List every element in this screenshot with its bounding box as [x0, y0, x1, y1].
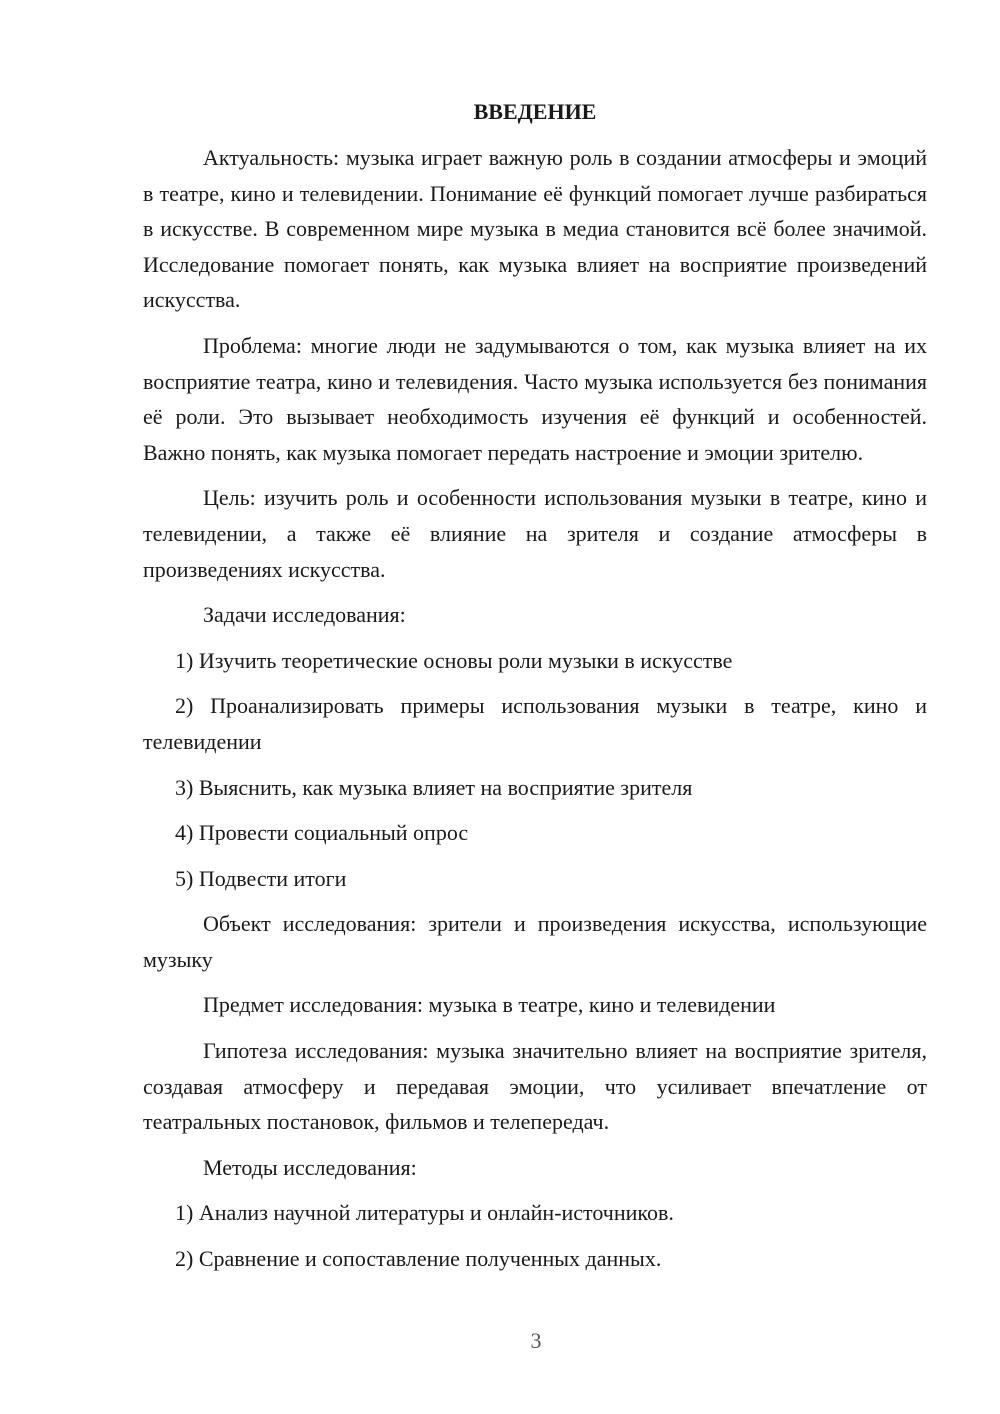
method-item: 1) Анализ научной литературы и онлайн-источников.: [175, 1200, 674, 1226]
document-page: [143, 94, 927, 1287]
task-item: 2) Проанализировать примеры использования музыки в театре, кино и телевидении: [143, 693, 927, 754]
task-item: 1) Изучить теоретические основы роли музыки в искусстве: [175, 647, 733, 673]
task-item: 5) Подвести итоги: [175, 865, 347, 891]
problem-paragraph: Проблема: многие люди не задумываются о том, как музыка влияет на их восприятие театра, кино и телевидения. Часто музыка используется без понимания её роли. Это вызывает необходимость изучения её функций и особенностей. Важно понять, как музыка помогает передать настроение и эмоции зрителю.: [143, 332, 927, 465]
methods-heading: Методы исследования:: [203, 1154, 417, 1180]
method-item: 2) Сравнение и сопоставление полученных данных.: [175, 1246, 662, 1272]
relevance-paragraph: Актуальность: музыка играет важную роль в создании атмосферы и эмоций в театре, кино и телевидении. Понимание её функций помогает лучше разбираться в искусстве. В современном мире музыка в медиа становится всё более значимой. Исследование помогает понять, как музыка влияет на восприятие произведений искусства.: [143, 145, 927, 313]
hypothesis-paragraph: Гипотеза исследования: музыка значительно влияет на восприятие зрителя, создавая атмосферу и передавая эмоции, что усиливает впечатление от театральных постановок, фильмов и телепередач.: [143, 1038, 927, 1135]
object-paragraph: Объект исследования: зрители и произведения искусства, использующие музыку: [143, 911, 927, 972]
tasks-heading: Задачи исследования:: [203, 602, 406, 628]
task-item: 3) Выяснить, как музыка влияет на восприятие зрителя: [175, 774, 693, 800]
task-item: 4) Провести социальный опрос: [175, 820, 469, 846]
subject-paragraph: Предмет исследования: музыка в театре, кино и телевидении: [203, 992, 776, 1018]
document-title: ВВЕДЕНИЕ: [473, 99, 597, 124]
page-number: 3: [530, 1328, 542, 1353]
goal-paragraph: Цель: изучить роль и особенности использования музыки в театре, кино и телевидении, а также её влияние на зрителя и создание атмосферы в произведениях искусства.: [143, 485, 927, 582]
